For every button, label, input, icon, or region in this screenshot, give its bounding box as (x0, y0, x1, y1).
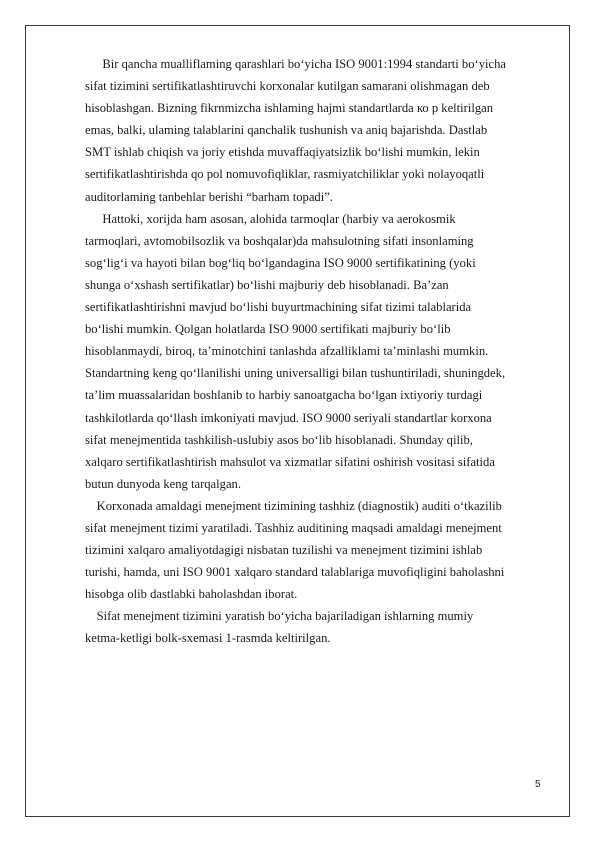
page-number: 5 (535, 779, 541, 790)
text-line: ketma-ketligi bolk-sxemasi 1-rasmda keltirilgan. (85, 631, 331, 646)
text-line: sertifikatlashtirishni mavjud bo‘lishi buyurtmachining sifat tizimi talablarida (85, 300, 472, 315)
text-line: sertifikatlashtirishda qo pol nomuvofiqliklar, rasmiyatchiliklar yoki nolayoqatli (85, 167, 485, 182)
text-line: ta’lim muassalaridan boshlanib to harbiy sanoatgacha bo‘lgan ixtiyoriy turdagi (85, 388, 483, 403)
paragraph-diagnostic-audit (85, 495, 551, 605)
paragraph-block-diagram-reference (85, 605, 551, 649)
document-body (85, 53, 551, 650)
text-line: hisobga olib dastlabki baholashdan iborat. (85, 587, 298, 602)
text-line: auditorlaming tanbehlar berishi “barham topadi”. (85, 189, 333, 204)
text-line: Korxonada amaldagi menejment tizimining tashhiz (diagnostik) auditi o‘tkazilib (96, 498, 502, 513)
text-line: Hattoki, xorijda ham asosan, alohida tarmoqlar (harbiy va aerokosmik (102, 211, 456, 226)
text-line: xalqaro sertifikatlashtirish mahsulot va xizmatlar sifatini oshirish vositasi sifatida (85, 454, 495, 469)
text-line: tizimini xalqaro amaliyotdagigi nisbatan tuzilishi va menejment tizimini ishlab (85, 543, 483, 558)
text-line: sifat tizimini sertifikatlashtiruvchi korxonalar kutilgan samarani olishmagan deb (85, 79, 490, 94)
text-line: SMT ishlab chiqish va joriy etishda muvaffaqiyatsizlik bo‘lishi mumkin, lekin (85, 145, 480, 160)
text-line: tashkilotlarda qo‘llash imkoniyati mavjud. ISO 9000 seriyali standartlar korxona (85, 410, 492, 425)
paragraph-mandatory-certification (85, 208, 551, 495)
text-line: bo‘lishi mumkin. Qolgan holatlarda ISO 9000 sertifikati majburiy bo‘lib (85, 322, 451, 337)
paragraph-iso-certification-results (85, 53, 551, 208)
text-line: tarmoqlari, avtomobilsozlik va boshqalar)da mahsulotning sifati insonlaming (85, 233, 474, 248)
text-line: shunga o‘xshash sertifikatlar) bo‘lishi majburiy deb hisoblanadi. Ba’zan (85, 277, 449, 292)
text-line: sifat menejmentida tashkilish-uslubiy asos bo‘lib hisoblanadi. Shunday qilib, (85, 432, 473, 447)
text-line: Standartning keng qo‘llanilishi uning universalligi bilan tushuntiriladi, shuningdek, (85, 366, 506, 381)
text-line: hisoblanmaydi, biroq, ta’minotchini tanlashda afzalliklami ta’minlashi mumkin. (85, 344, 489, 359)
text-line: turishi, hamda, uni ISO 9001 xalqaro standard talablariga muvofiqligini baholashni (85, 565, 505, 580)
text-line: butun dunyoda keng tarqalgan. (85, 476, 241, 491)
text-line: sifat menejment tizimi yaratiladi. Tashhiz auditining maqsadi amaldagi menejment (85, 520, 502, 535)
text-line: Sifat menejment tizimini yaratish bo‘yicha bajariladigan ishlarning mumiy (96, 609, 474, 624)
text-line: hisoblashgan. Bizning fikrnmizcha ishlaming hajmi standartlarda ко p keltirilgan (85, 101, 494, 116)
text-line: Bir qancha mualliflaming qarashlari bo‘yicha ISO 9001:1994 standarti bo‘yicha (102, 57, 506, 71)
text-line: emas, balki, ulaming talablarini qanchalik tushunish va aniq bajarishda. Dastlab (85, 123, 488, 138)
text-line: sog‘lig‘i va hayoti bilan bog‘liq bo‘lgandagina ISO 9000 sertifikatining (yoki (85, 255, 476, 270)
